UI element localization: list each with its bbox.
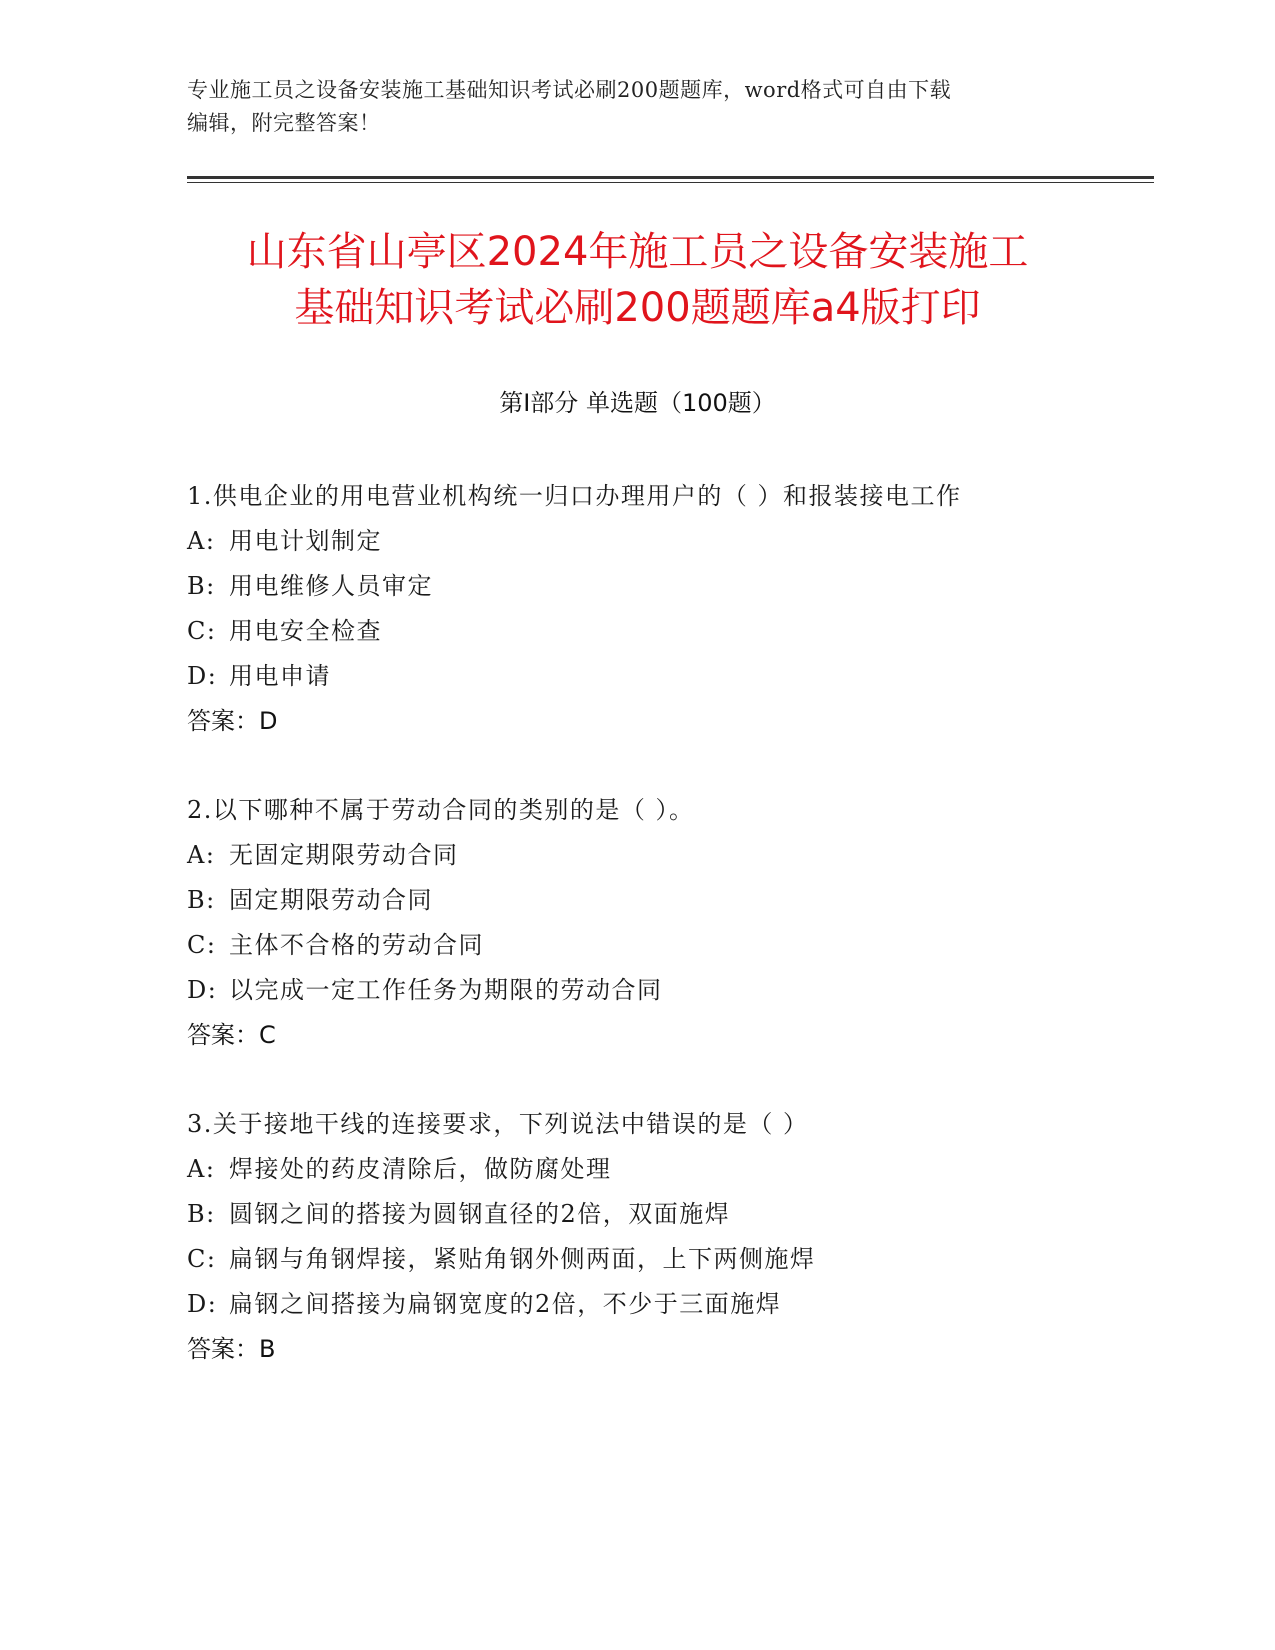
header-note-line-2: 编辑，附完整答案！ xyxy=(187,111,381,135)
option-b xyxy=(187,564,1147,609)
option-letter: A: xyxy=(187,841,216,869)
option-text: 扁钢与角钢焊接，紧贴角钢外侧两面，上下两侧施焊 xyxy=(229,1245,816,1273)
option-letter: D: xyxy=(187,1290,218,1318)
option-text: 固定期限劳动合同 xyxy=(229,886,433,914)
header-divider-thin xyxy=(187,182,1154,183)
option-text: 主体不合格的劳动合同 xyxy=(229,931,484,959)
answer-line: 答案：B xyxy=(187,1335,276,1363)
option-letter: C: xyxy=(187,931,217,959)
option-letter: A: xyxy=(187,1155,216,1183)
question-stem: 1.供电企业的用电营业机构统一归口办理用户的（ ）和报装接电工作 xyxy=(187,482,962,510)
header-note xyxy=(187,74,1067,140)
option-text: 用电申请 xyxy=(229,662,331,690)
option-b xyxy=(187,1192,1147,1237)
option-a xyxy=(187,519,1147,564)
option-text: 扁钢之间搭接为扁钢宽度的2倍，不少于三面施焊 xyxy=(229,1290,782,1318)
question-item xyxy=(187,474,1147,744)
option-d xyxy=(187,968,1147,1013)
document-title xyxy=(150,224,1125,336)
header-divider-thick xyxy=(187,176,1154,179)
option-letter: D: xyxy=(187,662,218,690)
option-text: 焊接处的药皮清除后，做防腐处理 xyxy=(229,1155,612,1183)
option-text: 用电安全检查 xyxy=(229,617,382,645)
question-stem: 2.以下哪种不属于劳动合同的类别的是（ ）。 xyxy=(187,796,695,824)
option-c xyxy=(187,923,1147,968)
document-title-line-2: 基础知识考试必刷200题题库a4版打印 xyxy=(294,285,981,331)
question-item xyxy=(187,1102,1147,1372)
question-item xyxy=(187,788,1147,1058)
option-text: 用电维修人员审定 xyxy=(229,572,433,600)
option-letter: B: xyxy=(187,1200,216,1228)
option-letter: C: xyxy=(187,1245,217,1273)
option-letter: C: xyxy=(187,617,217,645)
option-c xyxy=(187,609,1147,654)
option-a xyxy=(187,1147,1147,1192)
option-text: 无固定期限劳动合同 xyxy=(229,841,459,869)
option-text: 用电计划制定 xyxy=(229,527,382,555)
option-c xyxy=(187,1237,1147,1282)
header-note-line-1: 专业施工员之设备安装施工基础知识考试必刷200题题库，word格式可自由下载 xyxy=(187,78,952,102)
answer-line: 答案：D xyxy=(187,707,278,735)
option-text: 圆钢之间的搭接为圆钢直径的2倍，双面施焊 xyxy=(229,1200,731,1228)
question-stem: 3.关于接地干线的连接要求，下列说法中错误的是（ ） xyxy=(187,1110,809,1138)
option-letter: B: xyxy=(187,886,216,914)
option-b xyxy=(187,878,1147,923)
option-letter: A: xyxy=(187,527,216,555)
document-title-line-1: 山东省山亭区2024年施工员之设备安装施工 xyxy=(246,229,1029,275)
option-d xyxy=(187,654,1147,699)
option-d xyxy=(187,1282,1147,1327)
section-title: 第Ⅰ部分 单选题（100题） xyxy=(499,389,776,417)
answer-line: 答案：C xyxy=(187,1021,276,1049)
option-text: 以完成一定工作任务为期限的劳动合同 xyxy=(229,976,663,1004)
option-a xyxy=(187,833,1147,878)
option-letter: D: xyxy=(187,976,218,1004)
option-letter: B: xyxy=(187,572,216,600)
question-list xyxy=(187,474,1147,1416)
